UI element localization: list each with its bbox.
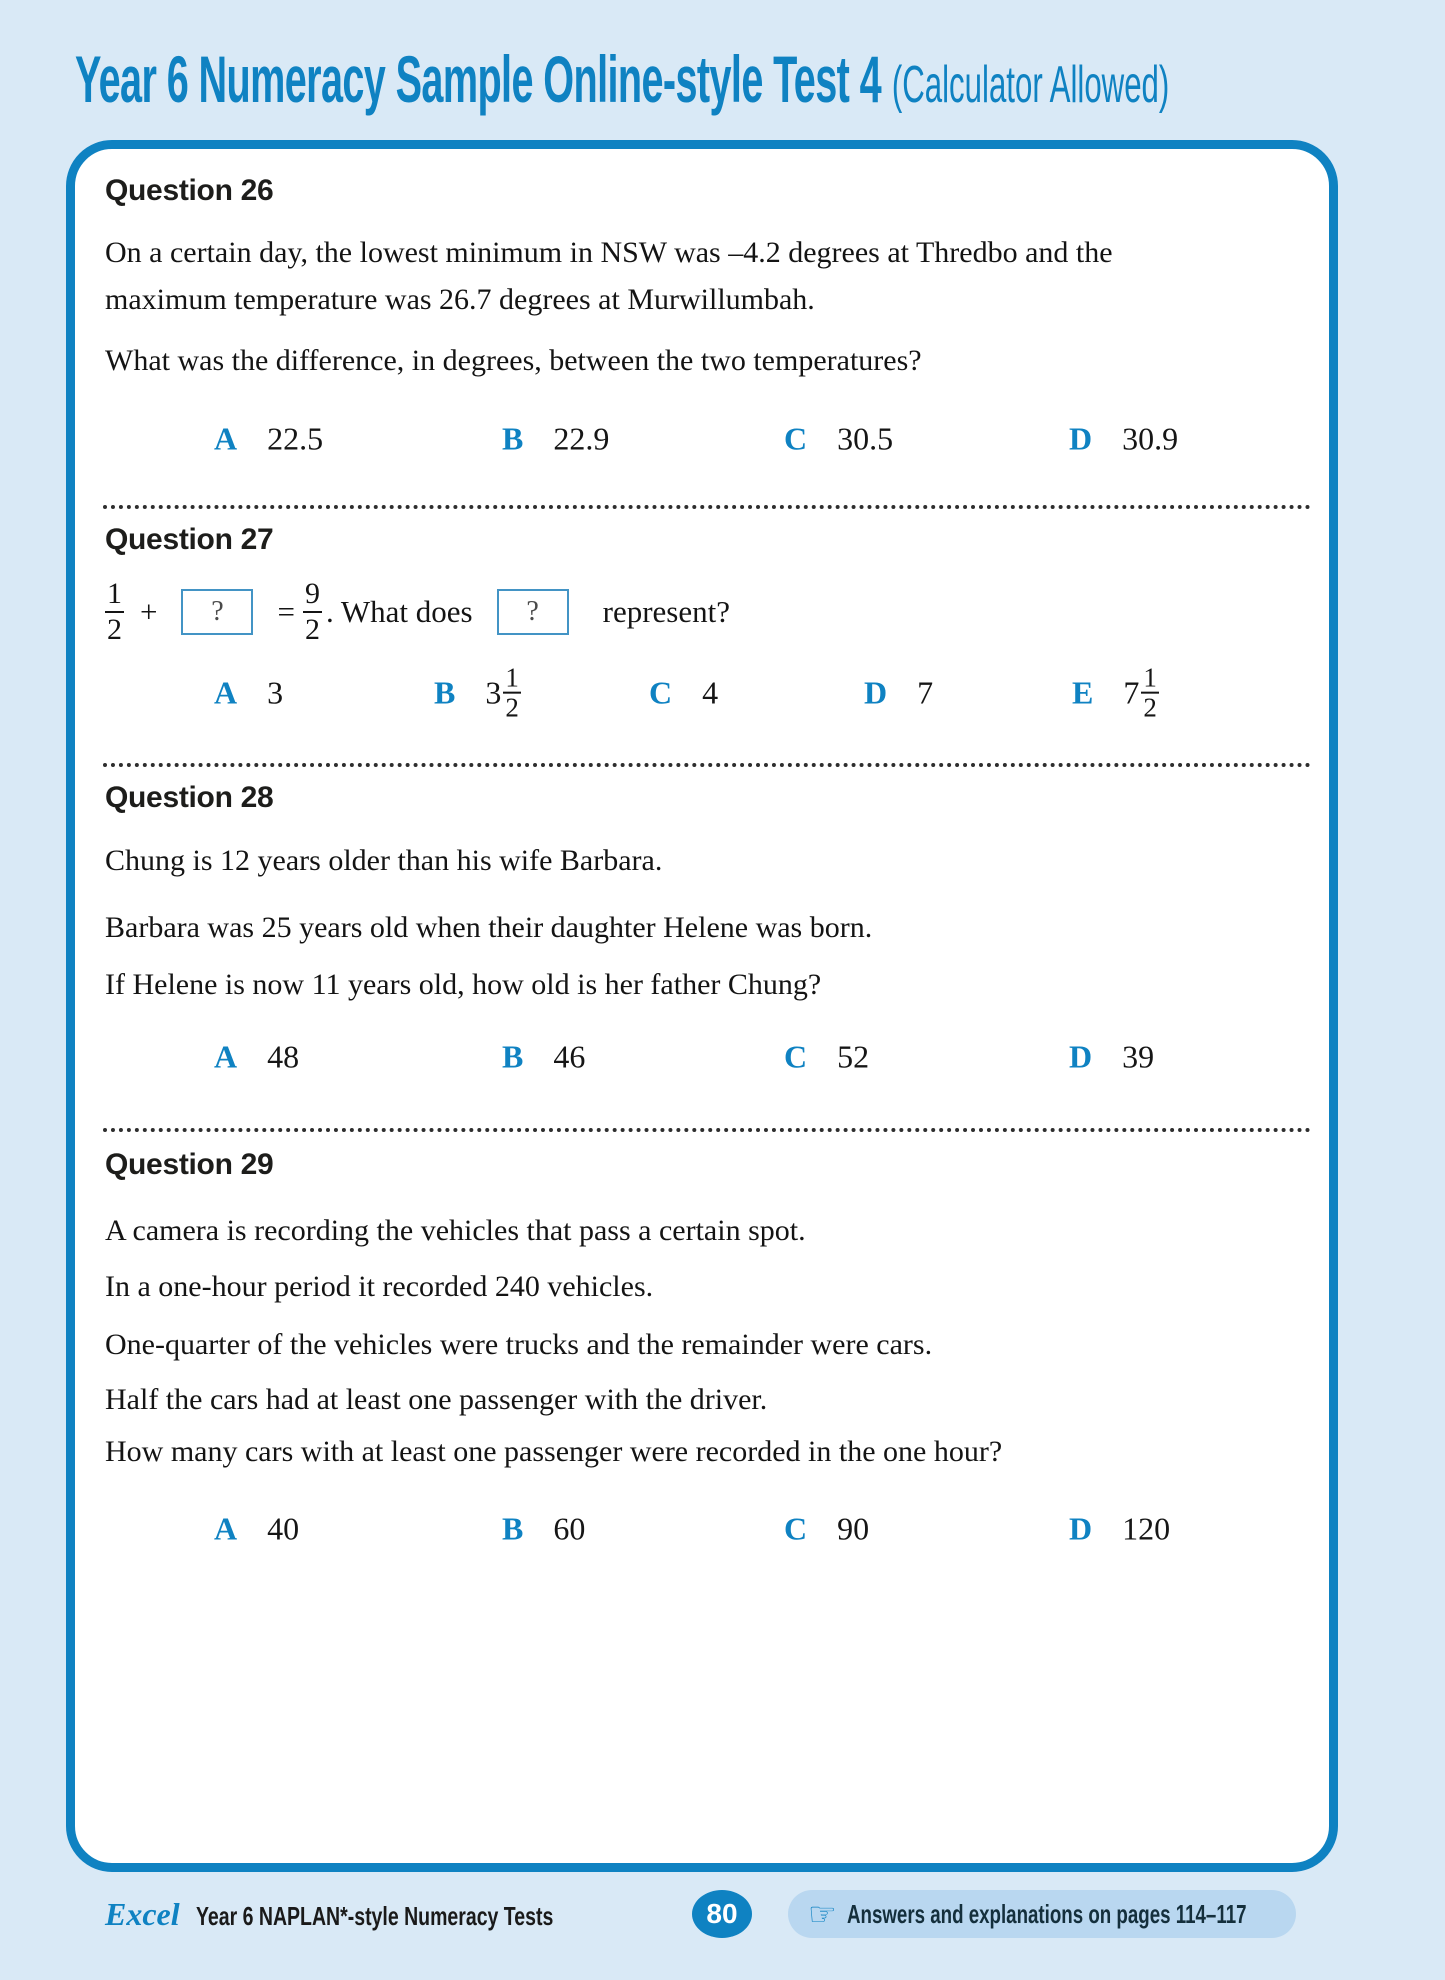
text-line: What was the difference, in degrees, between the two temperatures? (105, 344, 922, 377)
pointing-hand-icon: ☞ (808, 1896, 837, 1932)
option-value: 52 (837, 1038, 870, 1075)
option-value: 60 (553, 1510, 586, 1547)
option-value: 40 (267, 1510, 300, 1547)
option-e (1072, 664, 1159, 723)
option-value: 39 (1122, 1038, 1155, 1075)
question-divider (103, 763, 1311, 767)
question-29-paragraph-4 (105, 1376, 767, 1423)
text-line: Chung is 12 years older than his wife Barbara. (105, 844, 663, 877)
equals-sign: = (277, 594, 295, 629)
question-28-paragraph-1 (105, 837, 662, 884)
fraction-denominator: 2 (304, 613, 320, 646)
equation-text: represent? (602, 594, 730, 629)
question-26-paragraph-2 (105, 337, 922, 384)
fraction-numerator: 9 (304, 577, 320, 611)
answer-box-placeholder: ? (526, 596, 539, 627)
option-letter: B (502, 1510, 524, 1547)
fraction-denominator: 2 (107, 613, 122, 646)
footer-series-title: Year 6 NAPLAN*-style Numeracy Tests (195, 1901, 553, 1931)
question-29-heading: Question 29 (105, 1148, 274, 1181)
option-letter: D (1069, 1038, 1093, 1075)
option-a (214, 421, 323, 458)
option-a (214, 675, 283, 712)
option-value: 7 (917, 674, 934, 711)
option-letter: E (1072, 674, 1094, 711)
option-value: 48 (267, 1038, 300, 1075)
question-27-equation (105, 569, 730, 655)
question-29-paragraph-5 (105, 1428, 1002, 1475)
answers-reference-pill (788, 1890, 1296, 1938)
option-letter: A (214, 420, 238, 457)
fraction-denominator: 2 (505, 693, 519, 723)
question-28-heading: Question 28 (105, 781, 274, 814)
option-c (649, 675, 718, 712)
option-value: 120 (1122, 1510, 1171, 1547)
equation-text: . What does (325, 594, 473, 629)
page-title (75, 42, 1170, 116)
option-c (784, 421, 893, 458)
option-value: 30.9 (1122, 420, 1179, 457)
option-letter: A (214, 1038, 238, 1075)
question-29-options (75, 1505, 1329, 1553)
text-line: maximum temperature was 26.7 degrees at Murwillumbah. (105, 283, 815, 316)
fraction-numerator: 1 (505, 662, 519, 693)
option-d (1069, 1511, 1170, 1548)
option-letter: C (784, 1510, 808, 1547)
option-c (784, 1511, 869, 1548)
question-27-options (75, 647, 1329, 739)
text-line: On a certain day, the lowest minimum in NSW was –4.2 degrees at Thredbo and the (105, 236, 1113, 269)
answers-reference-text: Answers and explanations on pages 114–117 (846, 1898, 1247, 1929)
answer-box-1 (181, 589, 253, 635)
fraction-one-half (105, 577, 124, 646)
option-d (1069, 421, 1178, 458)
option-letter: D (864, 674, 888, 711)
plus-sign: + (140, 594, 158, 629)
answer-box-2 (497, 589, 569, 635)
option-d (1069, 1039, 1154, 1076)
mixed-number-fraction (1141, 664, 1159, 723)
mixed-number-fraction (503, 664, 521, 723)
option-b (502, 1039, 585, 1076)
option-value: 90 (837, 1510, 870, 1547)
text-line: Half the cars had at least one passenger with the driver. (105, 1383, 768, 1416)
option-letter: C (649, 674, 673, 711)
question-29-paragraph-2 (105, 1263, 653, 1310)
text-line: A camera is recording the vehicles that pass a certain spot. (105, 1214, 806, 1247)
fraction-nine-halves (303, 577, 322, 646)
option-value: 22.5 (267, 420, 324, 457)
page-title-note: (Calculator Allowed) (891, 56, 1170, 114)
option-letter: B (502, 1038, 524, 1075)
option-value: 46 (553, 1038, 586, 1075)
question-28-paragraph-3 (105, 961, 821, 1008)
question-27-heading: Question 27 (105, 523, 274, 556)
option-b (502, 421, 609, 458)
question-26-heading: Question 26 (105, 174, 274, 207)
option-d (864, 675, 933, 712)
option-letter: C (784, 1038, 808, 1075)
option-letter: D (1069, 1510, 1093, 1547)
question-divider (103, 1128, 1311, 1132)
option-value-mixed-number (1123, 664, 1159, 723)
option-letter: C (784, 420, 808, 457)
question-29-paragraph-1 (105, 1207, 806, 1254)
mixed-number-whole: 7 (1123, 674, 1140, 711)
fraction-numerator: 1 (107, 577, 122, 611)
option-a (214, 1511, 299, 1548)
footer-brand-line (105, 1896, 672, 1933)
option-value: 22.9 (553, 420, 610, 457)
option-letter: B (502, 420, 524, 457)
option-c (784, 1039, 869, 1076)
page-number-badge: 80 (692, 1890, 752, 1938)
question-26-paragraph-1 (105, 229, 1113, 323)
option-value-mixed-number (485, 664, 521, 723)
question-26-options (75, 415, 1329, 463)
option-letter: A (214, 674, 238, 711)
questions-panel (66, 140, 1338, 1872)
fraction-numerator: 1 (1143, 662, 1157, 693)
question-divider (103, 505, 1311, 509)
option-letter: A (214, 1510, 238, 1547)
page-title-main: Year 6 Numeracy Sample Online-style Test 4 (75, 42, 882, 116)
answer-box-placeholder: ? (211, 596, 224, 627)
brand-logo: Excel (105, 1896, 180, 1932)
option-value: 3 (267, 674, 284, 711)
question-28-options (75, 1033, 1329, 1081)
option-letter: D (1069, 420, 1093, 457)
option-letter: B (434, 674, 456, 711)
question-29-paragraph-3 (105, 1321, 932, 1368)
text-line: If Helene is now 11 years old, how old is her father Chung? (105, 968, 822, 1001)
text-line: In a one-hour period it recorded 240 vehicles. (105, 1270, 654, 1303)
option-b (434, 664, 521, 723)
option-value: 30.5 (837, 420, 894, 457)
question-28-paragraph-2 (105, 904, 872, 951)
text-line: How many cars with at least one passenger were recorded in the one hour? (105, 1435, 1003, 1468)
fraction-denominator: 2 (1143, 693, 1157, 723)
text-line: Barbara was 25 years old when their daughter Helene was born. (105, 911, 873, 944)
text-line: One-quarter of the vehicles were trucks and the remainder were cars. (105, 1328, 933, 1361)
mixed-number-whole: 3 (485, 674, 502, 711)
option-b (502, 1511, 585, 1548)
option-value: 4 (702, 674, 719, 711)
option-a (214, 1039, 299, 1076)
